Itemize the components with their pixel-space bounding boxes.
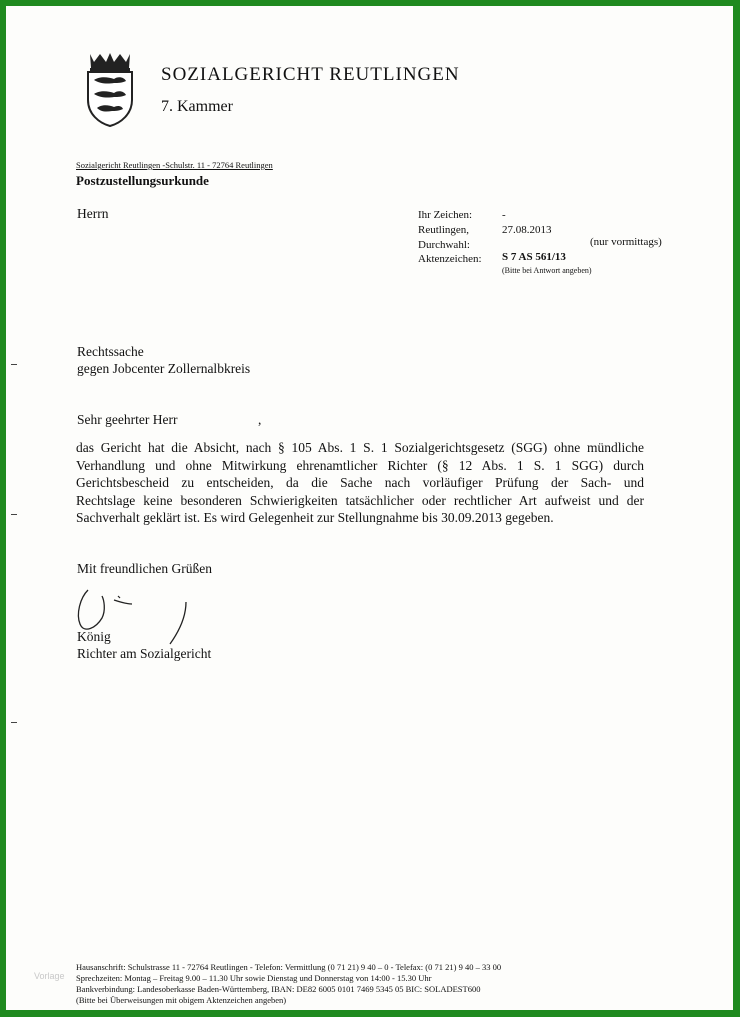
greeting: Sehr geehrter Herr xyxy=(77,412,178,427)
letter-date: 27.08.2013 xyxy=(502,224,552,236)
ihr-zeichen-value: - xyxy=(502,209,506,221)
footer-bank: Bankverbindung: Landesoberkasse Baden-Württemberg, IBAN: DE82 6005 0101 7469 5345 05 BIC: SOLADEST600 xyxy=(76,984,481,994)
recipient-salutation: Herrn xyxy=(77,206,109,221)
aktenzeichen-value: S 7 AS 561/13 xyxy=(502,251,566,263)
subject-line-1: Rechtssache xyxy=(77,344,144,359)
fold-mark xyxy=(11,364,17,365)
body-line: Rechtslage keine besonderen Schwierigkeiten tatsächlicher oder rechtlicher Art aufweist und der xyxy=(76,492,644,508)
aktenzeichen-label: Aktenzeichen: xyxy=(418,253,482,265)
fold-mark xyxy=(11,722,17,723)
closing: Mit freundlichen Grüßen xyxy=(77,561,212,576)
durchwahl-label: Durchwahl: xyxy=(418,239,470,251)
signer-name: König xyxy=(77,629,111,644)
watermark: Vorlage xyxy=(34,971,65,981)
body-line: das Gericht hat die Absicht, nach § 105 Abs. 1 S. 1 Sozialgerichtsgesetz (SGG) ohne mündliche xyxy=(76,440,644,455)
footer-note: (Bitte bei Überweisungen mit obigem Aktenzeichen angeben) xyxy=(76,995,287,1005)
durchwahl-note: (nur vormittags) xyxy=(590,236,662,248)
signer-title: Richter am Sozialgericht xyxy=(77,646,212,661)
delivery-type: Postzustellungsurkunde xyxy=(76,173,209,188)
body-paragraph xyxy=(76,439,644,527)
body-line: Verhandlung und ohne Mitwirkung ehrenamtlicher Richter (§ 12 Abs. 1 S. 1 SGG) durch xyxy=(76,457,644,473)
letter-page xyxy=(6,6,733,1010)
ihr-zeichen-label: Ihr Zeichen: xyxy=(418,209,473,221)
footer-address: Hausanschrift: Schulstrasse 11 - 72764 Reutlingen - Telefon: Vermittlung (0 71 21) 9 40 – 0 - Telefax: (0 71 21) 9 40 – 33 00 xyxy=(76,962,502,972)
footer-hours: Sprechzeiten: Montag – Freitag 9.00 – 11.30 Uhr sowie Dienstag und Donnerstag von 14:00 - 15.30 Uhr xyxy=(76,973,432,983)
place-label: Reutlingen, xyxy=(418,224,470,236)
sender-address-line: Sozialgericht Reutlingen -Schulstr. 11 - 72764 Reutlingen xyxy=(76,160,273,170)
coat-of-arms-icon xyxy=(84,50,136,128)
chamber-name: 7. Kammer xyxy=(161,98,233,115)
body-line: Gerichtsbescheid zu entscheiden, da die Sache nach vorläufiger Prüfung der Sach- und xyxy=(76,475,644,490)
subject-line-2: gegen Jobcenter Zollernalbkreis xyxy=(77,361,251,376)
court-name: SOZIALGERICHT REUTLINGEN xyxy=(161,64,460,85)
punch-mark xyxy=(11,514,17,515)
greeting-comma: , xyxy=(258,412,262,427)
body-line: Sachverhalt geklärt ist. Es wird Gelegenheit zur Stellungnahme bis 30.09.2013 gegeben. xyxy=(76,510,554,525)
aktenzeichen-note: (Bitte bei Antwort angeben) xyxy=(502,266,592,275)
